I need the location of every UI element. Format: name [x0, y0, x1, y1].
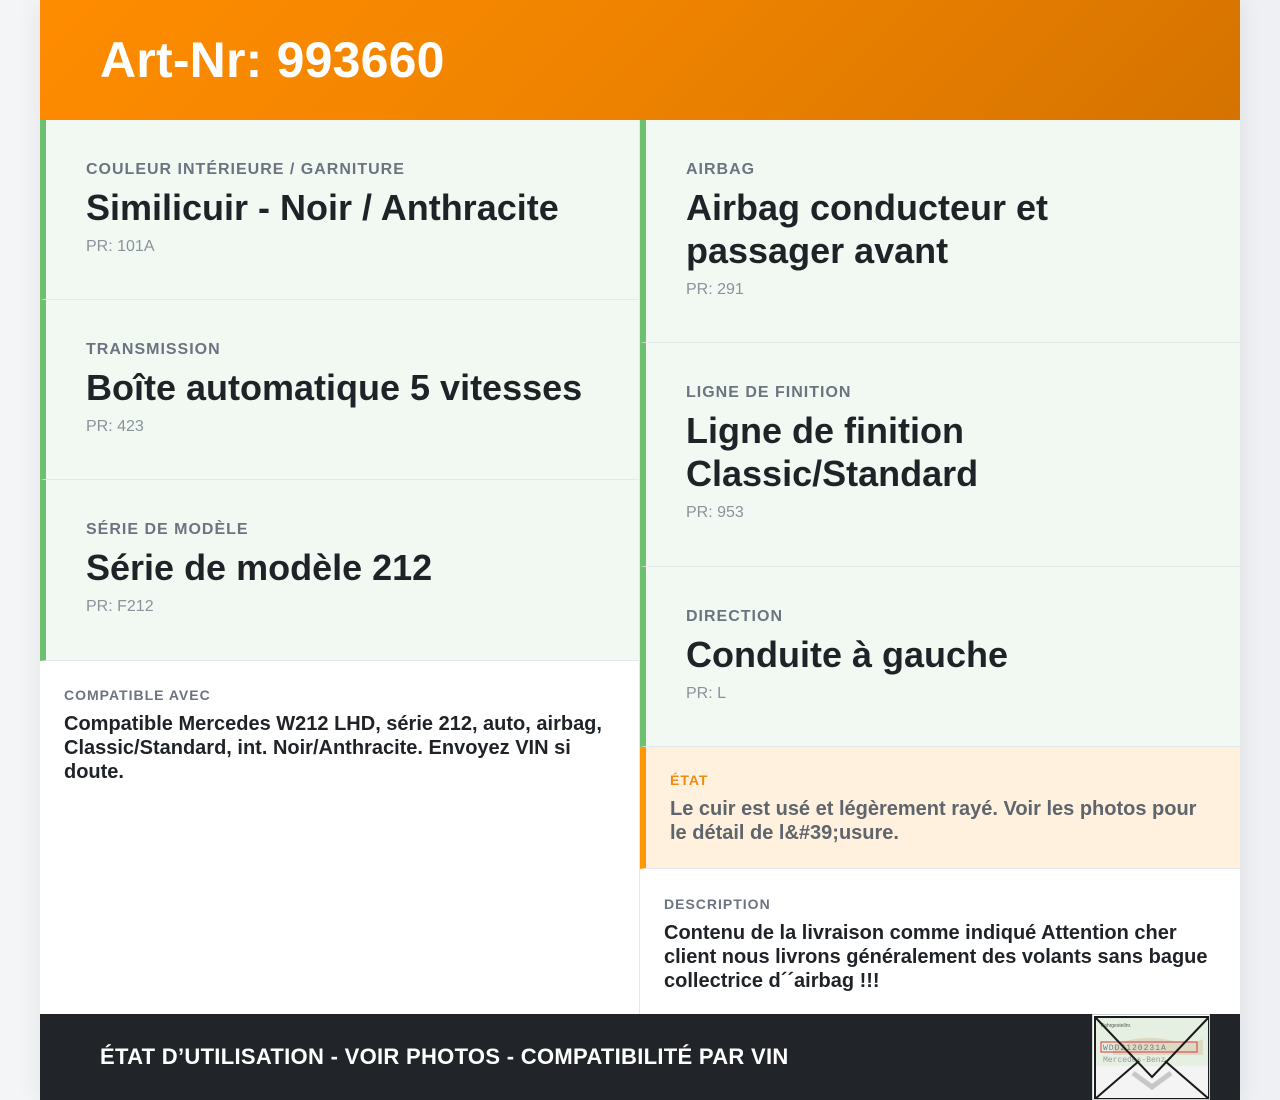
footer-bar [40, 1014, 1240, 1100]
spec-card-model-series [40, 480, 639, 661]
spec-card-trim-line [640, 343, 1240, 567]
spec-value: Airbag conducteur et passager avant [686, 187, 1049, 271]
spec-card-interior-color [40, 120, 639, 300]
spec-label: SÉRIE DE MODÈLE [86, 521, 249, 538]
spec-pr-code: PR: 423 [86, 418, 144, 435]
spec-pr-code: PR: 101A [86, 238, 155, 255]
svg-text:Mercedes-Benz: Mercedes-Benz [1103, 1056, 1166, 1065]
condition-label: ÉTAT [670, 772, 709, 788]
spec-card-steering [640, 567, 1240, 747]
compatibility-label: COMPATIBLE AVEC [64, 687, 211, 703]
footer-banner: ÉTAT D’UTILISATION - VOIR PHOTOS - COMPATIBILITÉ PAR VIN [100, 1044, 789, 1069]
right-column [640, 120, 1240, 1014]
header-bar [40, 0, 1240, 120]
envelope-vin-icon [1092, 1014, 1210, 1100]
spec-pr-code: PR: L [686, 685, 727, 702]
spec-pr-code: PR: 953 [686, 504, 744, 521]
spec-label: LIGNE DE FINITION [686, 384, 852, 401]
spec-grid [40, 120, 1240, 1014]
spec-pr-code: PR: 291 [686, 281, 744, 298]
spec-value: Ligne de finition Classic/Standard [686, 410, 979, 494]
compatibility-block [40, 661, 639, 1014]
svg-text:WDD2120231A: WDD2120231A [1103, 1044, 1167, 1053]
description-text: Contenu de la livraison comme indiqué Attention cher client nous livrons généralement des volants sans bague collectrice d´´airbag !!! [664, 922, 1208, 992]
description-block [640, 869, 1240, 1014]
spec-value: Série de modèle 212 [86, 547, 433, 588]
product-sheet [40, 0, 1240, 1100]
spec-value: Conduite à gauche [686, 634, 1009, 675]
spec-value: Boîte automatique 5 vitesses [86, 367, 583, 408]
compatibility-text: Compatible Mercedes W212 LHD, série 212, auto, airbag, Classic/Standard, int. Noir/Anthracite. Envoyez VIN si doute. [64, 713, 602, 783]
left-column [40, 120, 640, 1014]
condition-block [640, 747, 1240, 869]
spec-label: AIRBAG [686, 161, 756, 178]
spec-label: COULEUR INTÉRIEURE / GARNITURE [86, 161, 405, 178]
condition-text: Le cuir est usé et légèrement rayé. Voir les photos pour le détail de l&#39;usure. [670, 798, 1197, 844]
spec-card-transmission [40, 300, 639, 480]
spec-pr-code: PR: F212 [86, 598, 154, 615]
article-number-title: Art-Nr: 993660 [100, 32, 445, 88]
spec-label: TRANSMISSION [86, 341, 221, 358]
spec-label: DIRECTION [686, 608, 783, 625]
spec-card-airbag [640, 120, 1240, 343]
svg-text:Fahrgestellnr.: Fahrgestellnr. [1101, 1023, 1132, 1029]
description-label: DESCRIPTION [664, 896, 771, 912]
spec-value: Similicuir - Noir / Anthracite [86, 187, 559, 228]
